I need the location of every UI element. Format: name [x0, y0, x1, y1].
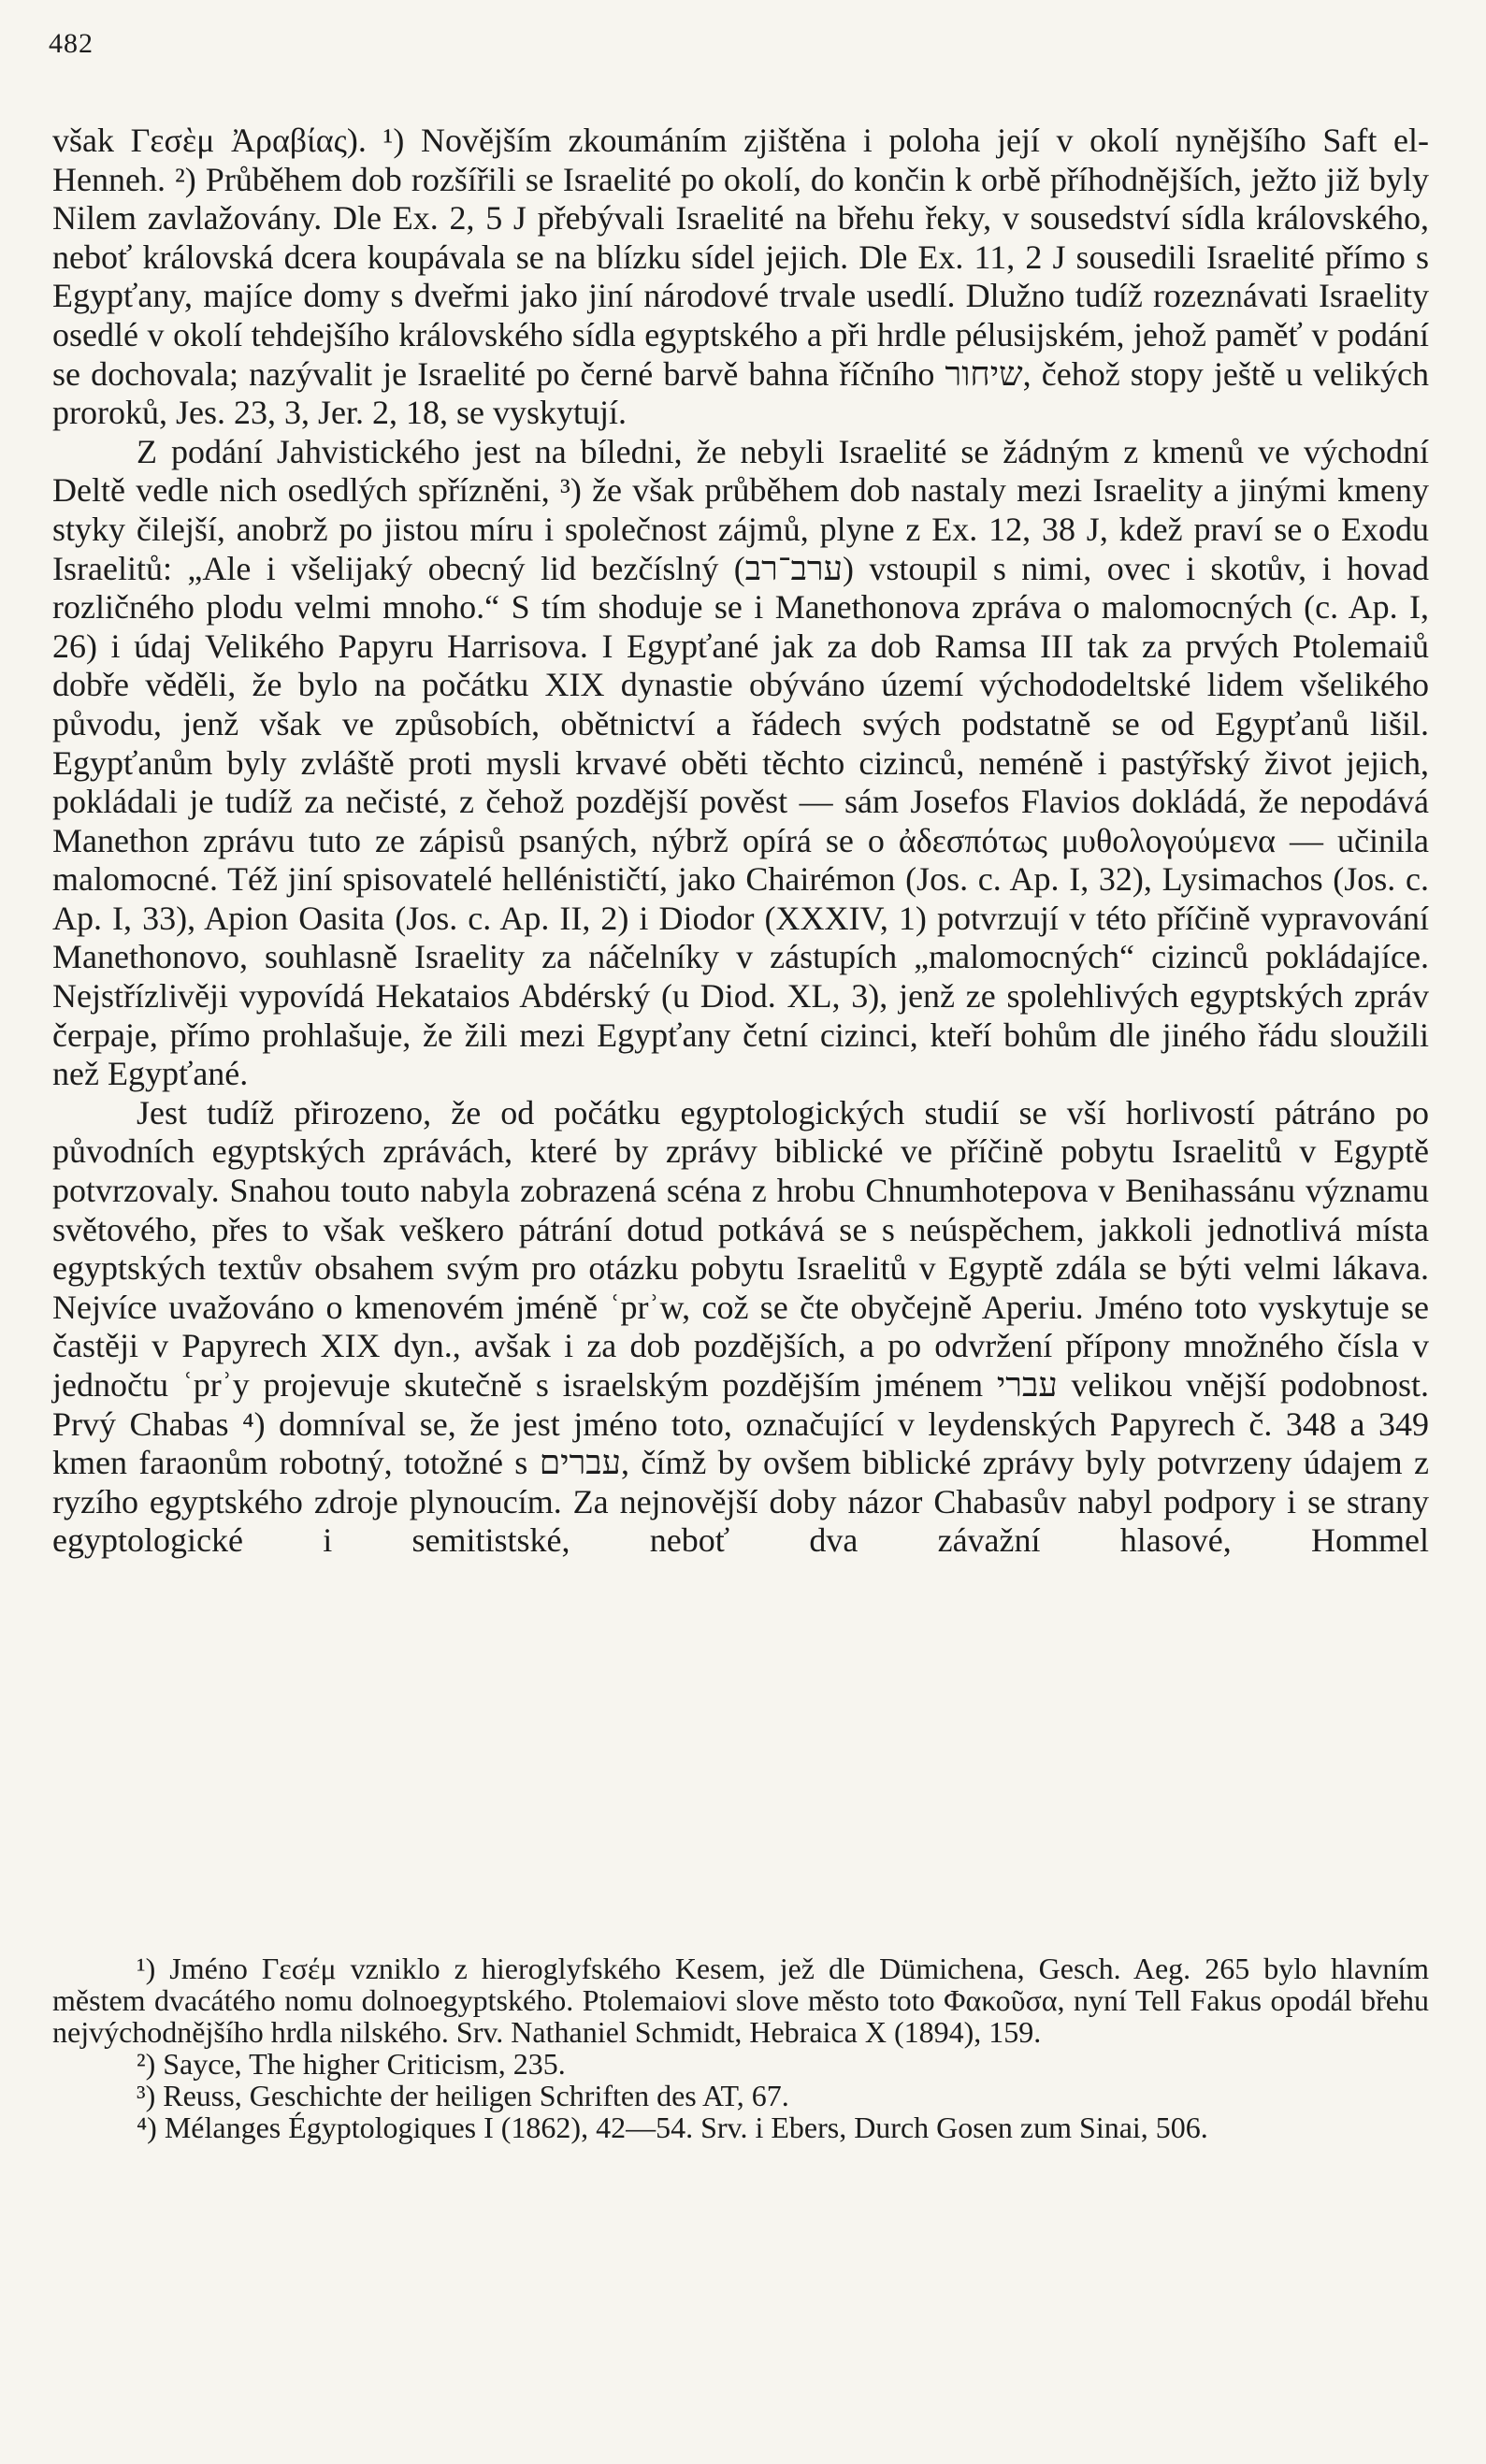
- page-number: 482: [49, 28, 94, 59]
- footnote-3: ³) Reuss, Geschichte der heiligen Schriften des AT, 67.: [137, 2079, 789, 2112]
- footnote-2: ²) Sayce, The higher Criticism, 235.: [137, 2047, 566, 2081]
- paragraph-2: Z podání Jahvistického jest na bíledni, že nebyli Israelité se žádným z kmenů ve východní Deltě vedle nich osedlých spřízněni, ³) že však průběhem dob nastaly mezi Israelity a jinými kmeny styky čilejší, anobrž po jistou míru i společnost zájmů, plyne z Ex. 12, 38 J, kdež praví se o Exodu Israelitů: „Ale i všelijaký obecný lid bezčíslný (ערב־רב) vstoupil s nimi, ovec i skotův, i hovad rozličného plodu velmi mnoho.“ S tím shoduje se i Manethonova zpráva o malomocných (c. Ap. I, 26) i údaj Velikého Papyru Harrisova. I Egypťané jak za dob Ramsa III tak za prvých Ptolemaiů dobře věděli, že bylo na počátku XIX dynastie obýváno území východodeltské lidem všelikého původu, jenž však ve způsobích, obětnictví a řádech svých podstatně se od Egypťanů lišil. Egypťanům byly zvláště proti mysli krvavé oběti těchto cizinců, neméně i pastýřský život jejich, pokládali je tudíž za nečisté, z čehož pozdější pověst — sám Josefos Flavios dokládá, že nepodává Manethon zprávu tuto ze zápisů psaných, nýbrž opírá se o ἀδεσπότως μυθολογούμενα — učinila malomocné. Též jiní spisovatelé hellénističtí, jako Chairémon (Jos. c. Ap. I, 32), Lysimachos (Jos. c. Ap. I, 33), Apion Oasita (Jos. c. Ap. II, 2) i Diodor (XXXIV, 1) potvrzují v této příčině vypravování Manethonovo, souhlasně Israelity za náčelníky v zástupích „malomocných“ cizinců pokládajíce. Nejstřízlivěji vypovídá Hekataios Abdérský (u Diod. XL, 3), jenž ze spolehlivých egyptských zpráv čerpaje, přímo prohlašuje, že žili mezi Egypťany četní cizinci, kteří bohům dle jiného řádu sloužili než Egypťané.: [52, 432, 1430, 1093]
- paragraph-1: však Γεσὲμ Ἀραβίας). ¹) Novějším zkoumáním zjištěna i poloha její v okolí nynějšího Saft el-Henneh. ²) Průběhem dob rozšířili se Israelité po okolí, do končin k orbě příhodnějších, ježto již byly Nilem zavlažovány. Dle Ex. 2, 5 J přebývali Israelité na břehu řeky, v sousedství sídla královského, neboť královská dcera koupávala se na blízku sídel jejich. Dle Ex. 11, 2 J sousedili Israelité přímo s Egypťany, majíce domy s dveřmi jako jiní národové trvale usedlí. Dlužno tudíž rozeznávati Israelity osedlé v okolí tehdejšího královského sídla egyptského a při hrdle pélusijském, jehož paměť v podání se dochovala; nazývalit je Israelité po černé barvě bahna říčního שיחור, čehož stopy ještě u velikých proroků, Jes. 23, 3, Jer. 2, 18, se vyskytují.: [52, 122, 1429, 432]
- footnote-1: ¹) Jméno Γεσέμ vzniklo z hieroglyfského Kesem, jež dle Dümichena, Gesch. Aeg. 265 bylo hlavním městem dvacátého nomu dolnoegyptského. Ptolemaiovi slove město toto Φακοῦσα, nyní Tell Fakus opodál břehu nejvýchodnějšího hrdla nilského. Srv. Nathaniel Schmidt, Hebraica X (1894), 159.: [52, 1952, 1429, 2049]
- footnotes: [52, 1952, 1429, 2143]
- footnote-4: ⁴) Mélanges Égyptologiques I (1862), 42—54. Srv. i Ebers, Durch Gosen zum Sinai, 506.: [137, 2111, 1208, 2144]
- body-text: [52, 122, 1429, 1561]
- paragraph-3: Jest tudíž přirozeno, že od počátku egyptologických studií se vší horlivostí pátráno po původních egyptských zprávách, které by zprávy biblické ve příčině pobytu Israelitů v Egyptě potvrzovaly. Snahou touto nabyla zobrazená scéna z hrobu Chnumhotepova v Benihassánu významu světového, přes to však veškero pátrání dotud potkává se s neúspěchem, jakkoli jednotlivá místa egyptských textův obsahem svým pro otázku pobytu Israelitů v Egyptě zdála se býti velmi lákava. Nejvíce uvažováno o kmenovém jméně ʿprʾw, což se čte obyčejně Aperiu. Jméno toto vyskytuje se častěji v Papyrech XIX dyn., avšak i za dob pozdějších, a po odvržení přípony množného čísla v jednočtu ʿprʾy projevuje skutečně s israelským pozdějším jménem עברי velikou vnější podobnost. Prvý Chabas ⁴) domníval se, že jest jméno toto, označující v leydenských Papyrech č. 348 a 349 kmen faraonům robotný, totožné s עברים, čímž by ovšem biblické zprávy byly potvrzeny údajem z ryzího egyptského zdroje plynoucím. Za nejnovější doby názor Chabasův nabyl podpory i se strany egyptologické i semitistské, neboť dva závažní hlasové, Hommel: [52, 1093, 1429, 1560]
